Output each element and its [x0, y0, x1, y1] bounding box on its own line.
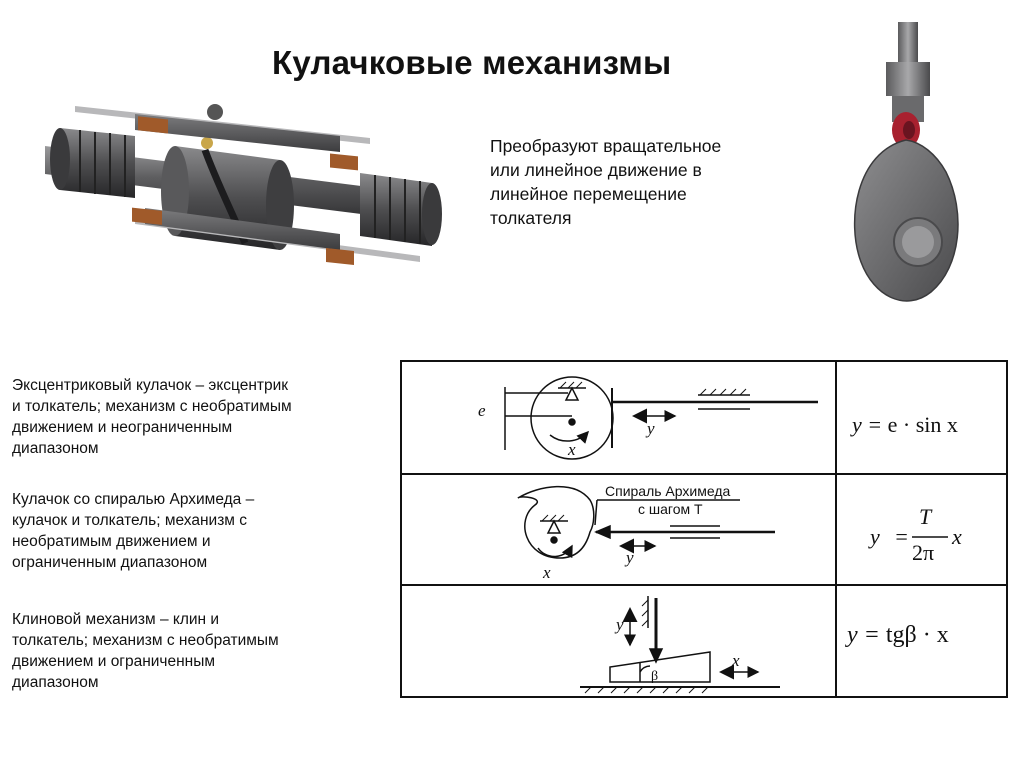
formula-eccentric [850, 412, 958, 437]
svg-text:=: = [894, 524, 909, 549]
svg-text:β: β [651, 669, 659, 684]
svg-text:2π: 2π [912, 540, 935, 565]
mechanism-wedge-text: Клиновой механизм – клин и толкатель; механизм с необратимым движением и ограниченным диапазоном [12, 611, 279, 691]
svg-text:y = e · sin x: y = e · sin x [852, 412, 958, 437]
svg-text:y = tgβ · x: y = tgβ · x [847, 622, 949, 648]
svg-text:Спираль Архимеда: Спираль Архимеда [605, 483, 731, 499]
svg-text:y: y [647, 419, 655, 438]
svg-text:T: T [919, 504, 932, 529]
page-title: Кулачковые механизмы [272, 44, 672, 81]
follower-block [886, 62, 930, 96]
svg-text:x: x [952, 524, 962, 549]
svg-text:с шагом Т: с шагом Т [638, 501, 703, 517]
svg-text:y: y [626, 548, 634, 567]
svg-text:y: y [616, 615, 624, 634]
svg-text:x: x [543, 563, 551, 582]
svg-text:x: x [568, 440, 576, 459]
svg-text:y: y [870, 524, 880, 549]
mechanism-table [400, 360, 1012, 702]
disk-cam-illustration [836, 22, 976, 327]
follower-rod [898, 22, 918, 64]
mechanism-archimedes-text: Кулачок со спиралью Архимеда – кулачок и толкатель; механизм с необратимым движением и ограниченным диапазоном [12, 491, 255, 571]
formula-wedge [845, 622, 949, 648]
svg-text:e: e [478, 401, 486, 420]
svg-text:x: x [732, 651, 740, 670]
left-coupling [50, 128, 135, 198]
right-coupling [360, 173, 442, 246]
barrel-cam-illustration [40, 28, 450, 328]
mechanism-eccentric-text: Эксцентриковый кулачок – эксцентрик и толкатель; механизм с необратимым движением и неограниченным диапазоном [12, 377, 292, 457]
description: Преобразуют вращательное или линейное движение в линейное перемещение толкателя [490, 136, 722, 228]
